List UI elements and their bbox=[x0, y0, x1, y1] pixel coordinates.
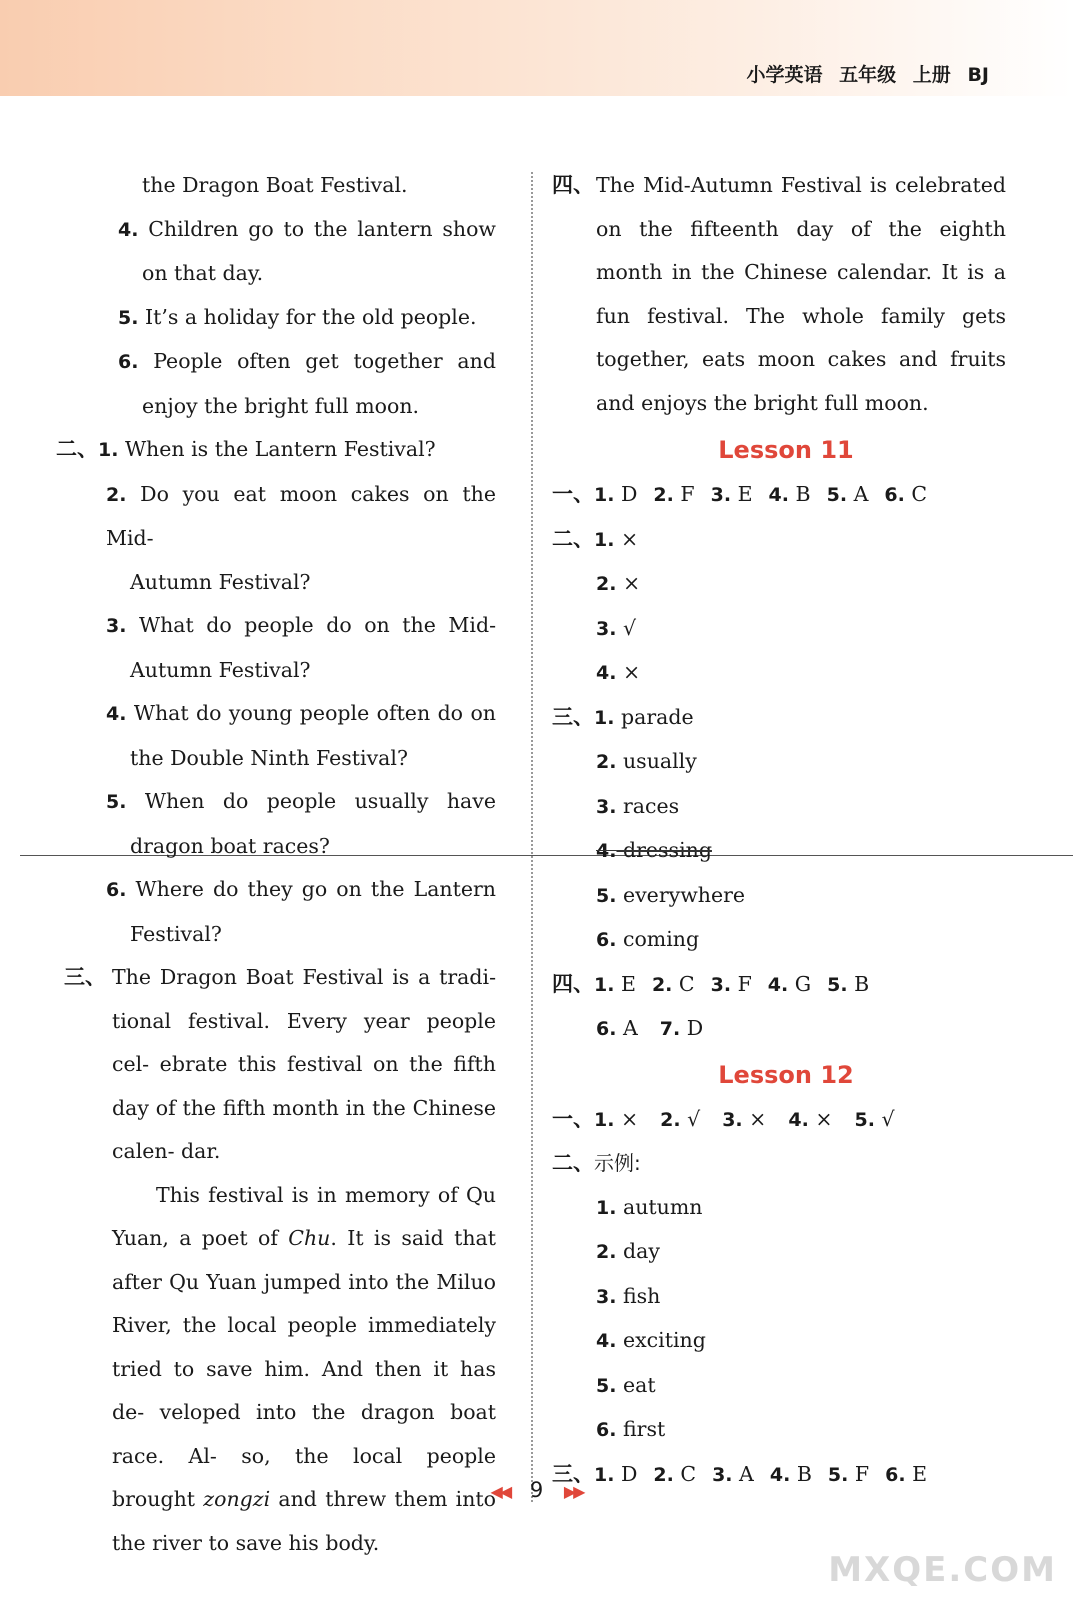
page-number: 9 bbox=[529, 1478, 544, 1502]
answer-item: 5. F bbox=[827, 1461, 870, 1486]
answer-line: 2. Do you eat moon cakes on the Mid- bbox=[106, 481, 496, 550]
answer-line: the Double Ninth Festival? bbox=[130, 745, 408, 770]
answer-item: 3. A bbox=[712, 1461, 754, 1486]
answer-line: 6. Where do they go on the Lantern bbox=[106, 877, 496, 901]
answer-line: Festival? bbox=[130, 921, 222, 946]
section-3: 三、 The Dragon Boat Festival is a tradi- tional festival. Every year people cel- ebrate this festival on the fifth day of the fifth month in the Chinese calen- dar. This festival is in memory of Qu Yuan, a poet of Chu. It is said that after Qu Yuan jumped into the Miluo River, the local people immediately tried to save him. And then it has de- veloped into the dragon boat race. Al- so, the local people brought zongzi and threw them into the river to save his body. bbox=[56, 956, 496, 1565]
answer-item: 5. B bbox=[827, 971, 870, 996]
lesson12-section2-head: 二、示例: bbox=[552, 1151, 641, 1175]
left-column bbox=[56, 164, 496, 1565]
answer-item: 1. autumn bbox=[596, 1194, 703, 1219]
answer-item: 三、1. parade bbox=[552, 704, 694, 729]
answer-item: 5. √ bbox=[854, 1106, 895, 1131]
answer-item: 3. E bbox=[710, 482, 753, 506]
answer-item: 1. × bbox=[594, 1106, 639, 1131]
answer-line: on that day. bbox=[142, 261, 264, 285]
answer-item: 4. B bbox=[768, 482, 811, 506]
answer-item: 5. eat bbox=[596, 1372, 656, 1397]
answer-line: enjoy the bright full moon. bbox=[142, 393, 420, 418]
section-2: 二、1. When is the Lantern Festival? bbox=[56, 437, 436, 461]
answer-item: 4. × bbox=[596, 660, 641, 684]
lesson-12-title: Lesson 12 bbox=[718, 1060, 854, 1089]
answer-item: 3. fish bbox=[596, 1283, 661, 1308]
answer-item: 2. day bbox=[596, 1239, 660, 1263]
passage-paragraph: The Mid-Autumn Festival is celebrated on the fifteenth day of the eighth month in the Chinese calendar. It is a fun festival. The whole family gets together, eats moon cakes and fruits and enjoys the bright full moon. bbox=[596, 173, 1006, 415]
answer-item: 1. E bbox=[594, 971, 636, 996]
answer-item: 4. dressing bbox=[596, 838, 712, 862]
right-column bbox=[552, 164, 1006, 1497]
answer-line: the Dragon Boat Festival. bbox=[142, 173, 408, 197]
book-header bbox=[747, 60, 989, 87]
answer-item: 6. first bbox=[596, 1417, 666, 1441]
prev-page-icon[interactable]: ◀◀ bbox=[490, 1482, 510, 1501]
answer-item: 4. G bbox=[767, 971, 812, 996]
lesson11-section4 bbox=[552, 963, 1006, 1052]
next-page-icon[interactable]: ▶▶ bbox=[563, 1482, 583, 1501]
page-footer bbox=[0, 1478, 1073, 1502]
answer-line: 5. When do people usually have bbox=[106, 789, 496, 813]
answer-item: 6. C bbox=[884, 482, 928, 506]
lesson-11-title: Lesson 11 bbox=[718, 436, 854, 464]
watermark: MXQE.COM bbox=[828, 1550, 1057, 1590]
subject: 小学英语 bbox=[746, 64, 823, 86]
answer-item: 4. × bbox=[788, 1106, 833, 1131]
passage-paragraph: This festival is in memory of Qu Yuan, a poet of Chu. It is said that after Qu Yuan jumped into the Miluo River, the local people immediately tried to save him. And then it has de- veloped into the dragon boat race. Al- so, the local people brought zongzi and threw them into the river to save his body. bbox=[112, 1182, 496, 1555]
answer-item: 3. √ bbox=[596, 615, 637, 640]
answer-line: 6. People often get together and bbox=[118, 349, 496, 373]
lesson11-section1: 一、1. D 2. F 3. E 4. B 5. A 6. C bbox=[552, 482, 928, 506]
answer-item: 2. × bbox=[596, 571, 641, 595]
answer-item: 二、1. × bbox=[552, 526, 639, 551]
answer-line: 4. What do young people often do on bbox=[106, 701, 496, 725]
answer-line: 4. Children go to the lantern show bbox=[118, 216, 496, 241]
answer-item: 5. everywhere bbox=[596, 882, 746, 907]
answer-item: 4. exciting bbox=[596, 1328, 706, 1352]
lesson11-section2 bbox=[552, 518, 1006, 696]
answer-item: 3. races bbox=[596, 793, 680, 818]
section-4-passage: 四、 The Mid-Autumn Festival is celebrated on the fifteenth day of the eighth month in the Chinese calendar. It is a fun festival. The whole family gets together, eats moon cakes and fruits and enjoys the bright full moon. bbox=[566, 164, 1006, 425]
answer-line: Autumn Festival? bbox=[130, 657, 311, 682]
answer-item: 3. × bbox=[722, 1106, 767, 1131]
grade: 五年级 bbox=[839, 64, 897, 86]
answer-item: 6. A bbox=[596, 1016, 638, 1040]
answer-item: 2. F bbox=[653, 482, 695, 506]
passage-paragraph: The Dragon Boat Festival is a tradi- tional festival. Every year people cel- ebrate this festival on the fifth day of the fifth month in the Chinese calen- dar. bbox=[112, 965, 496, 1163]
answer-item: 2. √ bbox=[660, 1106, 701, 1131]
answer-item: 5. A bbox=[826, 482, 869, 506]
lesson12-section2 bbox=[566, 1186, 1006, 1453]
answer-item: 7. D bbox=[659, 1016, 704, 1040]
answer-item: 3. F bbox=[710, 971, 752, 996]
answer-line bbox=[566, 1007, 1006, 1052]
answer-line: Autumn Festival? bbox=[130, 569, 311, 594]
answer-line: 3. What do people do on the Mid- bbox=[106, 613, 496, 637]
lesson12-section3: 三、1. D 2. C 3. A 4. B 5. F 6. E bbox=[552, 1461, 928, 1486]
answer-item: 6. E bbox=[885, 1461, 928, 1486]
volume: 上册 bbox=[912, 64, 951, 86]
answer-item: 4. B bbox=[769, 1461, 812, 1486]
answer-line: 四、1. E 2. C 3. F 4. G 5. B bbox=[552, 971, 870, 996]
answer-item: 1. D bbox=[594, 482, 638, 506]
answer-item: 6. coming bbox=[596, 927, 700, 951]
answer-item: 2. C bbox=[653, 1461, 697, 1486]
answer-line: dragon boat races? bbox=[130, 833, 330, 858]
answer-item: 1. D bbox=[594, 1461, 638, 1486]
lesson12-section1: 一、1. × 2. √ 3. × 4. × 5. √ bbox=[552, 1106, 895, 1131]
answer-item: 2. C bbox=[651, 971, 695, 996]
answer-item: 2. usually bbox=[596, 749, 697, 773]
lesson11-section3 bbox=[552, 696, 1006, 963]
answer-line: 5. It’s a holiday for the old people. bbox=[118, 304, 477, 329]
column-divider bbox=[531, 172, 533, 1502]
edition: BJ bbox=[967, 64, 989, 86]
